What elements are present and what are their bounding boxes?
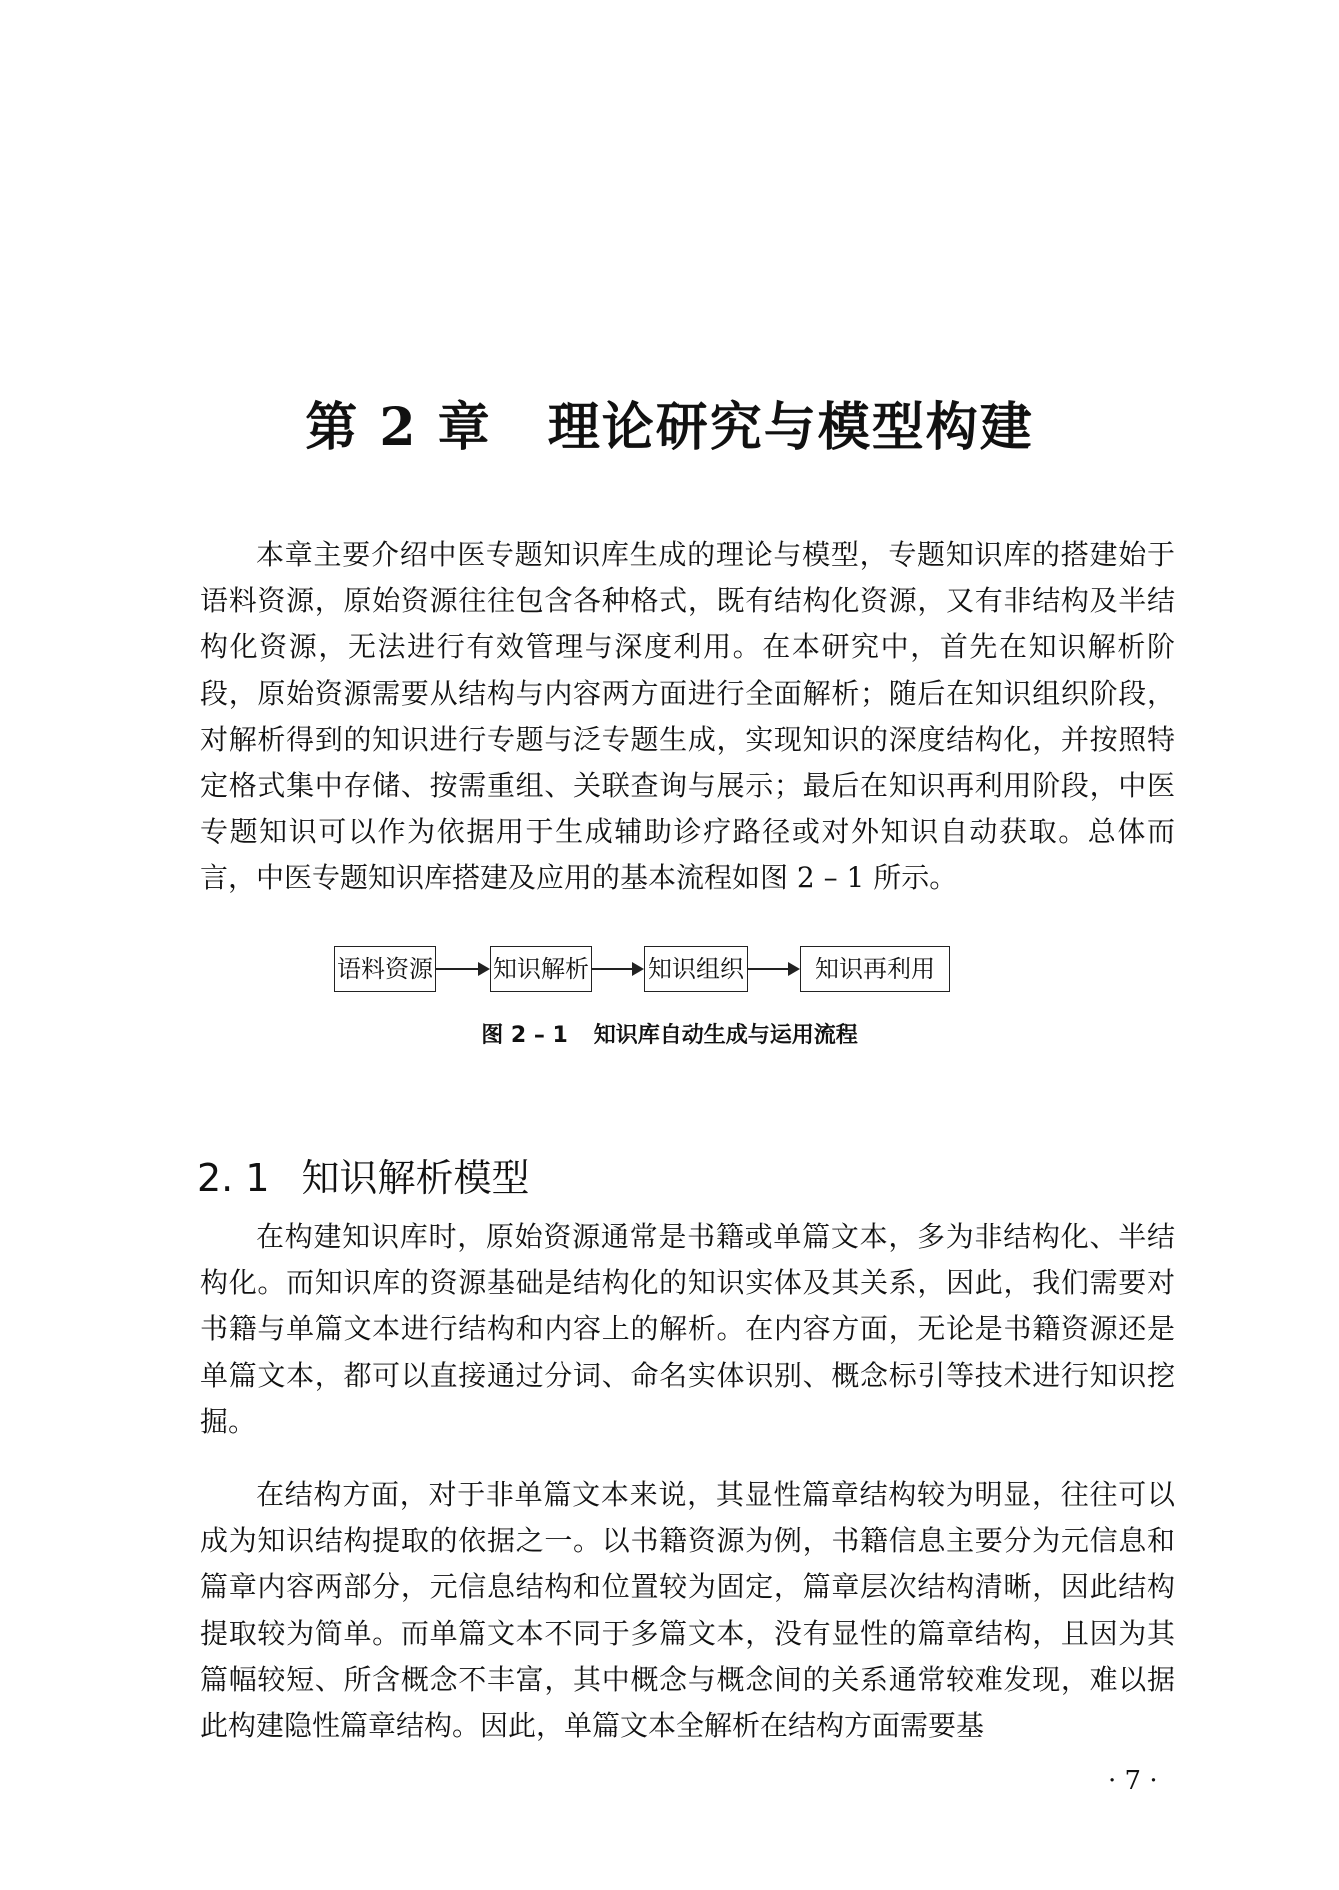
figure-label: 图 2 – 1 (481, 1023, 568, 1048)
figure-caption-text: 知识库自动生成与运用流程 (593, 1023, 858, 1048)
body-paragraph-2: 在结构方面，对于非单篇文本来说，其显性篇章结构较为明显，往往可以成为知识结构提取的依据之一。以书籍资源为例，书籍信息主要分为元信息和篇章内容两部分，元信息结构和位置较为固定，篇章层次结构清晰，因此结构提取较为简单。而单篇文本不同于多篇文本，没有显性的篇章结构，且因为其篇幅较短、所含概念不丰富，其中概念与概念间的关系通常较难发现，难以据此构建隐性篇章结构。因此，单篇文本全解析在结构方面需要基 (200, 1478, 1175, 1743)
chapter-number: 第 2 章 (305, 396, 492, 458)
chapter-name: 理论研究与模型构建 (547, 396, 1034, 458)
section-heading (197, 1147, 530, 1202)
flow-step-corpus: 语料资源 (334, 946, 436, 992)
flow-step-reuse: 知识再利用 (800, 946, 950, 992)
body-paragraph-1: 在构建知识库时，原始资源通常是书籍或单篇文本，多为非结构化、半结构化。而知识库的资源基础是结构化的知识实体及其关系，因此，我们需要对书籍与单篇文本进行结构和内容上的解析。在内容方面，无论是书籍资源还是单篇文本，都可以直接通过分词、命名实体识别、概念标引等技术进行知识挖掘。 (200, 1220, 1175, 1438)
intro-paragraph: 本章主要介绍中医专题知识库生成的理论与模型，专题知识库的搭建始于语料资源，原始资源往往包含各种格式，既有结构化资源，又有非结构及半结构化资源，无法进行有效管理与深度利用。在本研究中，首先在知识解析阶段，原始资源需要从结构与内容两方面进行全面解析；随后在知识组织阶段，对解析得到的知识进行专题与泛专题生成，实现知识的深度结构化，并按照特定格式集中存储、按需重组、关联查询与展示；最后在知识再利用阶段，中医专题知识可以作为依据用于生成辅助诊疗路径或对外知识自动获取。总体而言，中医专题知识库搭建及应用的基本流程如图 2 – 1 所示。 (200, 538, 1175, 895)
chapter-title (0, 385, 1339, 460)
section-number: 2. 1 (197, 1155, 270, 1200)
figure-caption (0, 1018, 1339, 1049)
page-number: · 7 · (1108, 1766, 1158, 1796)
flow-step-organization: 知识组织 (644, 946, 748, 992)
flow-arrow-1 (436, 968, 488, 970)
flow-arrow-2 (592, 968, 642, 970)
section-title-text: 知识解析模型 (301, 1155, 530, 1200)
flow-diagram (334, 946, 1034, 996)
flow-step-parsing: 知识解析 (490, 946, 592, 992)
flow-arrow-3 (748, 968, 798, 970)
